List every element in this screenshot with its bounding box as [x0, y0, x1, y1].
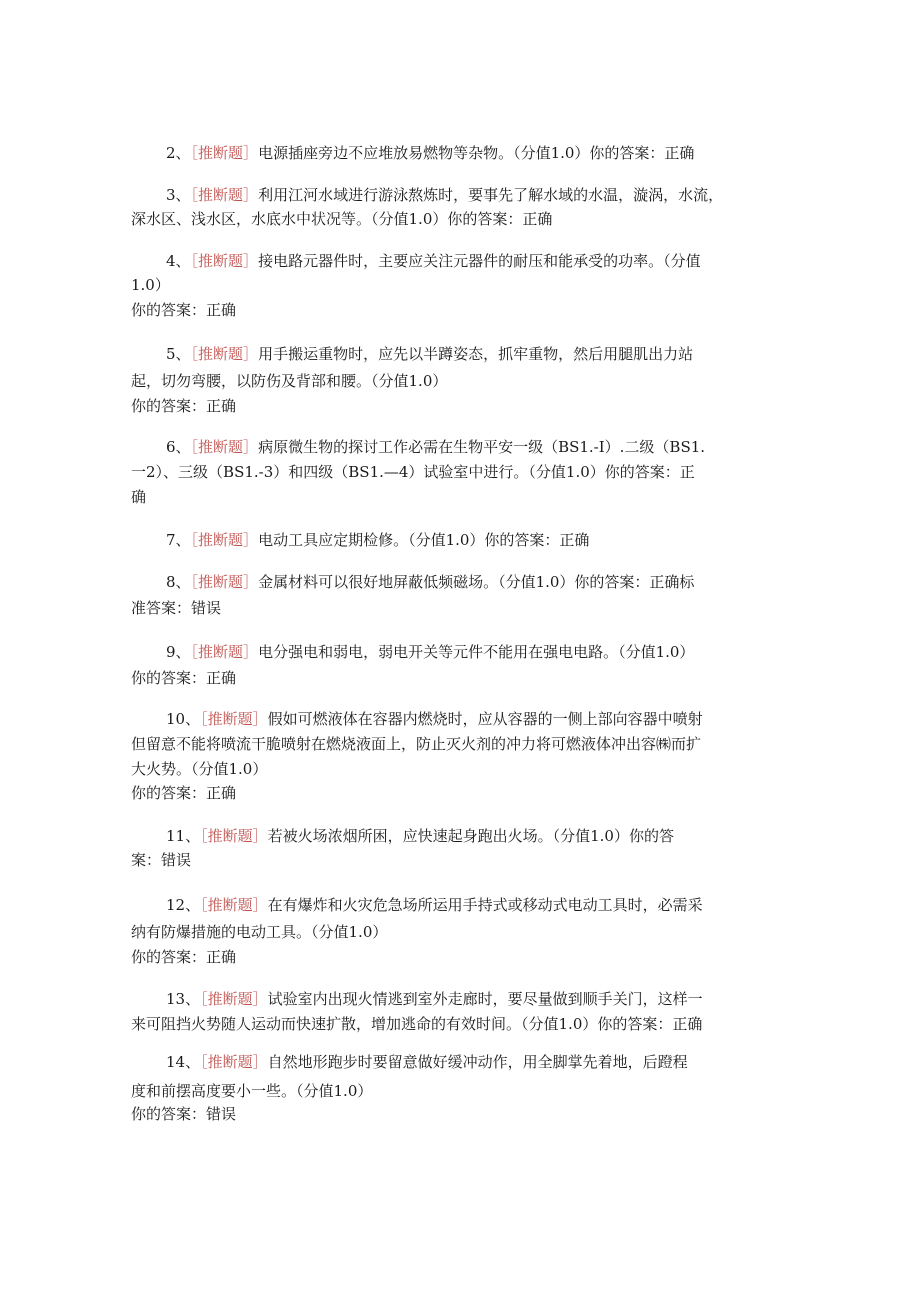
- question-text: 试验室内出现火情逃到室外走廊时，要尽量做到顺手关门，这样一: [267, 990, 703, 1008]
- question-number: 3、: [166, 186, 191, 204]
- question-12-answer: 你的答案：正确: [131, 948, 237, 966]
- question-number: 10、: [166, 710, 201, 728]
- question-6-line-3: 确: [131, 488, 147, 506]
- question-5-answer: 你的答案：正确: [131, 397, 237, 415]
- question-10-line-2: 但留意不能将喷流干脆喷射在燃烧液面上，防止灭火剂的冲力将可燃液体冲出容㈱而扩: [131, 735, 702, 753]
- question-4-line-1: [166, 252, 701, 270]
- question-10-line-1: [166, 710, 703, 728]
- question-text: 电动工具应定期检修。（分值1.0）你的答案：正确: [258, 531, 590, 549]
- question-5-line-2: 起，切勿弯腰，以防伤及背部和腰。（分值1.0）: [131, 372, 448, 390]
- question-number: 7、: [166, 531, 191, 549]
- question-9-answer: 你的答案：正确: [131, 669, 237, 687]
- question-6-line-2: 一2）、三级（BS1.-3）和四级（BS1.—4）试验室中进行。（分值1.0）你的答案：正: [131, 463, 695, 481]
- question-text: 在有爆炸和火灾危急场所运用手持式或移动式电动工具时，必需采: [267, 896, 703, 914]
- question-8-line-1: [166, 573, 694, 591]
- question-12-line-2: 纳有防爆措施的电动工具。（分值1.0）: [131, 923, 388, 941]
- question-type-tag: ［推断题］: [190, 144, 259, 162]
- question-number: 4、: [166, 252, 191, 270]
- question-7-line-1: [166, 531, 589, 549]
- question-14-line-2: 度和前摆高度要小一些。（分值1.0）: [131, 1082, 373, 1100]
- question-3-line-1: [166, 186, 723, 204]
- question-3-line-2: 深水区、浅水区，水底水中状况等。（分值1.0）你的答案：正确: [131, 210, 553, 228]
- question-text: 用手搬运重物时，应先以半蹲姿态，抓牢重物，然后用腿肌出力站: [258, 345, 694, 363]
- question-type-tag: ［推断题］: [200, 1053, 268, 1071]
- question-number: 6、: [166, 438, 191, 456]
- question-type-tag: ［推断题］: [190, 345, 259, 363]
- question-type-tag: ［推断题］: [200, 710, 268, 728]
- question-text: 利用江河水域进行游泳熬炼时，要事先了解水域的水温，漩涡，水流，: [258, 186, 724, 204]
- question-12-line-1: [166, 896, 703, 914]
- question-text: 假如可燃液体在容器内燃烧时，应从容器的一侧上部向容器中喷射: [267, 710, 703, 728]
- question-text: 金属材料可以很好地屏蔽低频磁场。（分值1.0）你的答案：正确标: [258, 573, 695, 591]
- question-number: 9、: [166, 643, 191, 661]
- question-text: 若被火场浓烟所困，应快速起身跑出火场。（分值1.0）你的答: [267, 827, 674, 845]
- question-10-line-3: 大火势。（分值1.0）: [131, 760, 268, 778]
- question-type-tag: ［推断题］: [190, 531, 259, 549]
- question-10-answer: 你的答案：正确: [131, 784, 237, 802]
- question-type-tag: ［推断题］: [190, 186, 259, 204]
- question-9-line-1: [166, 643, 694, 661]
- question-type-tag: ［推断题］: [200, 896, 268, 914]
- question-number: 2、: [166, 144, 191, 162]
- question-text: 电源插座旁边不应堆放易燃物等杂物。（分值1.0）你的答案：正确: [258, 144, 695, 162]
- question-type-tag: ［推断题］: [190, 438, 259, 456]
- question-14-answer: 你的答案：错误: [131, 1105, 237, 1123]
- question-number: 8、: [166, 573, 191, 591]
- question-text: 自然地形跑步时要留意做好缓冲动作，用全脚掌先着地，后蹬程: [267, 1053, 688, 1071]
- question-2-line-1: [166, 144, 694, 162]
- question-13-line-2: 来可阻挡火势随人运动而快速扩散，增加逃命的有效时间。（分值1.0）你的答案：正确: [131, 1015, 703, 1033]
- question-type-tag: ［推断题］: [200, 827, 268, 845]
- question-type-tag: ［推断题］: [190, 252, 259, 270]
- question-number: 5、: [166, 345, 191, 363]
- question-number: 13、: [166, 990, 201, 1008]
- question-4-line-2: 1.0）: [131, 276, 170, 294]
- question-14-line-1: [166, 1053, 688, 1071]
- question-number: 12、: [166, 896, 201, 914]
- question-text: 电分强电和弱电，弱电开关等元件不能用在强电电路。（分值1.0）: [258, 643, 695, 661]
- question-6-line-1: [166, 438, 705, 456]
- question-type-tag: ［推断题］: [190, 573, 259, 591]
- question-text: 病原微生物的探讨工作必需在生物平安一级（BS1.-I）.二级（BS1.: [258, 438, 706, 456]
- question-5-line-1: [166, 345, 693, 363]
- question-number: 11、: [166, 827, 201, 845]
- question-4-answer: 你的答案：正确: [131, 301, 237, 319]
- question-13-line-1: [166, 990, 703, 1008]
- question-text: 接电路元器件时，主要应关注元器件的耐压和能承受的功率。（分值: [258, 252, 701, 270]
- question-11-line-1: [166, 827, 674, 845]
- question-11-line-2: 案：错误: [131, 851, 192, 869]
- question-type-tag: ［推断题］: [190, 643, 259, 661]
- question-type-tag: ［推断题］: [200, 990, 268, 1008]
- question-8-line-2: 准答案：错误: [131, 599, 222, 617]
- question-number: 14、: [166, 1053, 201, 1071]
